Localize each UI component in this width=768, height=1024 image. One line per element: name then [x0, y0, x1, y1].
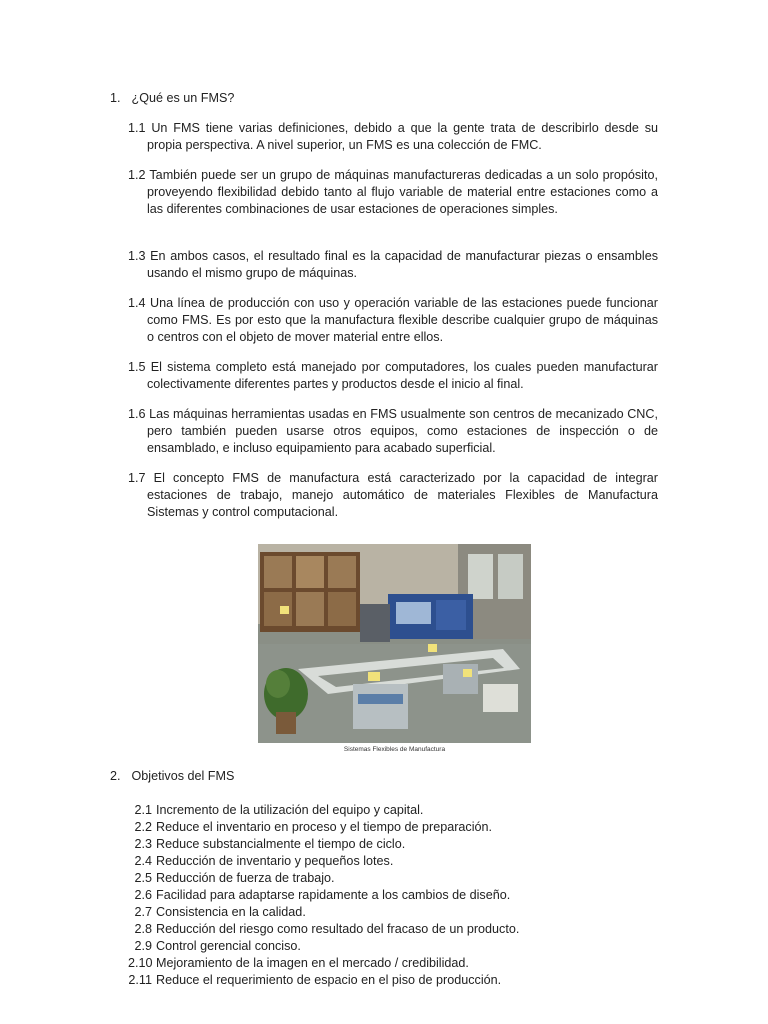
- paragraph-1-2-text: 1.2 También puede ser un grupo de máquinas manufactureras dedicadas a un solo propósito, proveyendo flexibilidad debido tanto al flujo variable de material entre estaciones como a las diferentes combinaciones de usar estaciones de operaciones simples.: [128, 168, 658, 216]
- list-item: [128, 802, 668, 819]
- list-item-number: 2.3: [134, 837, 152, 851]
- list-item-text: Control gerencial conciso.: [156, 939, 301, 953]
- paragraph-1-6: [128, 406, 658, 457]
- paragraph-1-7: [128, 470, 658, 521]
- paragraph-1-3-text: 1.3 En ambos casos, el resultado final es la capacidad de manufacturar piezas o ensambles usando el mismo grupo de máquinas.: [128, 249, 658, 280]
- list-item-number: 2.5: [134, 871, 152, 885]
- list-item-text: Consistencia en la calidad.: [156, 905, 306, 919]
- section-1-heading: [110, 90, 234, 107]
- list-item: [128, 887, 668, 904]
- fms-lab-photo: [258, 544, 531, 743]
- list-item: [128, 938, 668, 955]
- list-item: [128, 870, 668, 887]
- list-item: [128, 836, 668, 853]
- section-2-title: Objetivos del FMS: [131, 769, 235, 783]
- paragraph-1-4: [128, 295, 658, 346]
- list-item: [128, 955, 668, 972]
- paragraph-1-7-text: 1.7 El concepto FMS de manufactura está caracterizado por la capacidad de integrar estaciones de trabajo, manejo automático de materiales Flexibles de Manufactura Sistemas y control computacional.: [128, 471, 658, 519]
- list-item-number: 2.2: [134, 820, 152, 834]
- list-item-text: Reduce substancialmente el tiempo de ciclo.: [156, 837, 406, 851]
- list-item: [128, 972, 668, 989]
- section-1-title: ¿Qué es un FMS?: [131, 91, 235, 105]
- list-item: [128, 904, 668, 921]
- figure-caption: Sistemas Flexibles de Manufactura: [343, 746, 446, 753]
- list-item-number: 2.4: [134, 854, 152, 868]
- paragraph-1-6-text: 1.6 Las máquinas herramientas usadas en FMS usualmente son centros de mecanizado CNC, pero también pueden usarse otros equipos, como estaciones de inspección o de ensamblado, e incluso equipamiento para acabado superficial.: [128, 407, 658, 455]
- list-item-number: 2.7: [134, 905, 152, 919]
- list-item: [128, 853, 668, 870]
- list-item-text: Reducción de inventario y pequeños lotes.: [156, 854, 394, 868]
- objectives-list: [128, 802, 668, 989]
- paragraph-1-1: [128, 120, 658, 154]
- section-2-heading: [110, 768, 234, 785]
- list-item-text: Mejoramiento de la imagen en el mercado / credibilidad.: [156, 956, 469, 970]
- list-item-text: Reducción de fuerza de trabajo.: [156, 871, 335, 885]
- list-item-number: 2.10: [128, 956, 153, 970]
- list-item-number: 2.11: [128, 973, 152, 987]
- list-item-number: 2.9: [134, 939, 152, 953]
- list-item: [128, 921, 668, 938]
- list-item: [128, 819, 668, 836]
- list-item-text: Reducción del riesgo como resultado del fracaso de un producto.: [156, 922, 520, 936]
- paragraph-1-2: [128, 167, 658, 218]
- paragraph-1-1-text: 1.1 Un FMS tiene varias definiciones, debido a que la gente trata de describirlo desde su propia perspectiva. A nivel superior, un FMS es una colección de FMC.: [128, 121, 658, 152]
- list-item-text: Reduce el requerimiento de espacio en el piso de producción.: [156, 973, 502, 987]
- list-item-number: 2.8: [134, 922, 152, 936]
- list-item-text: Incremento de la utilización del equipo y capital.: [156, 803, 424, 817]
- section-2-number: 2.: [110, 769, 121, 783]
- list-item-text: Reduce el inventario en proceso y el tiempo de preparación.: [156, 820, 493, 834]
- list-item-text: Facilidad para adaptarse rapidamente a los cambios de diseño.: [156, 888, 511, 902]
- list-item-number: 2.6: [134, 888, 152, 902]
- paragraph-1-3: [128, 248, 658, 282]
- section-1-number: 1.: [110, 91, 121, 105]
- list-item-number: 2.1: [134, 803, 152, 817]
- paragraph-1-5: [128, 359, 658, 393]
- paragraph-1-5-text: 1.5 El sistema completo está manejado por computadores, los cuales pueden manufacturar colectivamente diferentes partes y productos desde el inicio al final.: [128, 360, 658, 391]
- fms-lab-illustration: [258, 544, 531, 743]
- paragraph-1-4-text: 1.4 Una línea de producción con uso y operación variable de las estaciones puede funcionar como FMS. Es por esto que la manufactura flexible describe cualquier grupo de máquinas o centros con el objeto de mover material entre ellos.: [128, 296, 658, 344]
